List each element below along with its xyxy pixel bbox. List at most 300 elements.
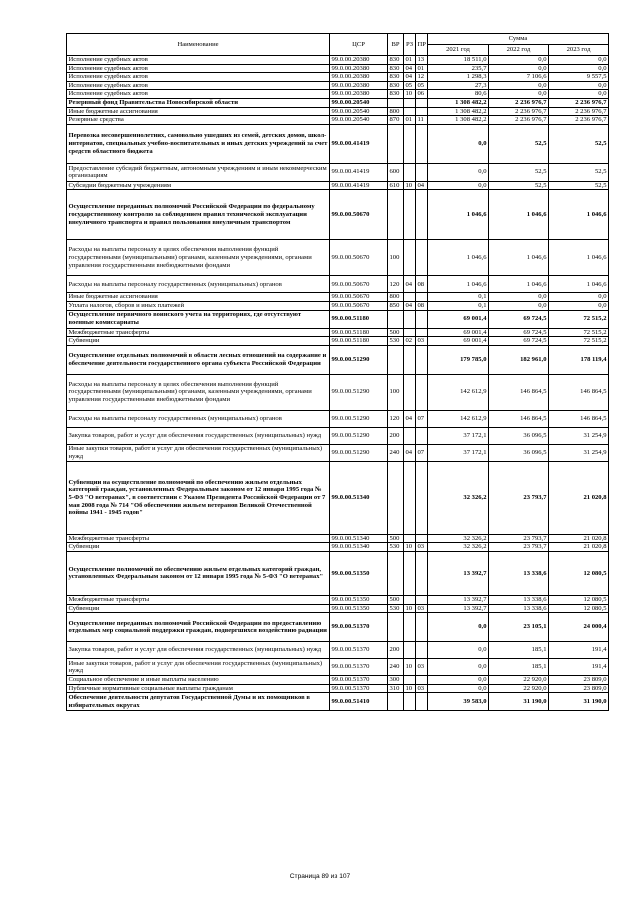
row-rz: 04: [404, 73, 416, 82]
row-sum-2022: 1 046,6: [489, 240, 549, 276]
row-sum-2023: 0,0: [549, 56, 609, 65]
row-csr: 99.0.00.51290: [330, 374, 388, 410]
row-vr: [388, 461, 404, 534]
table-row: [67, 345, 609, 374]
row-sum-2022: 23 793,7: [489, 543, 549, 552]
row-pr: [416, 551, 428, 595]
row-sum-2023: 2 236 976,7: [549, 116, 609, 125]
row-csr: 99.0.00.41419: [330, 181, 388, 190]
row-name: Предоставление субсидий бюджетным, автономным учреждениям и иным некоммерческим организациям: [67, 163, 330, 181]
row-sum-2023: 12 080,5: [549, 551, 609, 595]
table-row: [67, 659, 609, 676]
row-sum-2021: 0,0: [428, 659, 489, 676]
row-pr: 03: [416, 543, 428, 552]
row-csr: 99.0.00.50670: [330, 276, 388, 293]
row-pr: [416, 345, 428, 374]
table-body: [67, 56, 609, 711]
budget-table-sheet: [66, 33, 608, 711]
row-rz: [404, 693, 416, 711]
table-row: [67, 410, 609, 427]
row-vr: 310: [388, 684, 404, 693]
table-row: [67, 293, 609, 302]
row-rz: [404, 345, 416, 374]
table-row: [67, 427, 609, 444]
row-name: Социальное обеспечение и иные выплаты населению: [67, 676, 330, 685]
row-rz: 01: [404, 116, 416, 125]
row-name: Закупка товаров, работ и услуг для обеспечения государственных (муниципальных) нужд: [67, 642, 330, 659]
row-name: Субвенции: [67, 604, 330, 613]
row-csr: 99.0.00.20380: [330, 56, 388, 65]
table-row: [67, 543, 609, 552]
row-sum-2023: 52,5: [549, 163, 609, 181]
row-sum-2021: 0,1: [428, 301, 489, 310]
table-row: [67, 73, 609, 82]
row-sum-2021: 1 046,6: [428, 190, 489, 240]
row-sum-2021: 0,0: [428, 163, 489, 181]
row-sum-2021: 179 785,0: [428, 345, 489, 374]
header-vr: ВР: [388, 34, 404, 56]
row-rz: 10: [404, 181, 416, 190]
row-vr: 800: [388, 293, 404, 302]
row-pr: [416, 310, 428, 328]
row-sum-2023: 21 020,8: [549, 461, 609, 534]
row-sum-2023: 21 020,8: [549, 534, 609, 543]
row-sum-2021: 0,0: [428, 181, 489, 190]
row-vr: 870: [388, 116, 404, 125]
header-year-2023: 2023 год: [549, 45, 609, 56]
table-row: [67, 461, 609, 534]
row-name: Обеспечение деятельности депутатов Государственной Думы и их помощников в избирательных округах: [67, 693, 330, 711]
table-row: [67, 444, 609, 461]
table-row: [67, 276, 609, 293]
row-csr: 99.0.00.51290: [330, 345, 388, 374]
row-pr: [416, 613, 428, 642]
row-sum-2021: 13 392,7: [428, 604, 489, 613]
row-csr: 99.0.00.51340: [330, 534, 388, 543]
row-rz: [404, 676, 416, 685]
table-row: [67, 240, 609, 276]
row-sum-2023: 1 046,6: [549, 276, 609, 293]
row-csr: 99.0.00.20540: [330, 98, 388, 107]
table-row: [67, 56, 609, 65]
table-row: [67, 684, 609, 693]
row-sum-2023: 21 020,8: [549, 543, 609, 552]
row-sum-2021: 18 511,0: [428, 56, 489, 65]
row-csr: 99.0.00.51370: [330, 676, 388, 685]
row-sum-2022: 22 920,0: [489, 676, 549, 685]
row-sum-2023: 2 236 976,7: [549, 107, 609, 116]
table-row: [67, 81, 609, 90]
row-vr: 200: [388, 642, 404, 659]
row-sum-2022: 23 105,1: [489, 613, 549, 642]
row-sum-2023: 12 080,5: [549, 595, 609, 604]
row-pr: [416, 107, 428, 116]
row-sum-2023: 72 515,2: [549, 310, 609, 328]
row-pr: [416, 293, 428, 302]
row-sum-2021: 27,3: [428, 81, 489, 90]
table-row: [67, 595, 609, 604]
row-rz: [404, 310, 416, 328]
row-sum-2023: 72 515,2: [549, 337, 609, 346]
row-pr: 05: [416, 81, 428, 90]
row-name: Закупка товаров, работ и услуг для обеспечения государственных (муниципальных) нужд: [67, 427, 330, 444]
row-name: Межбюджетные трансферты: [67, 534, 330, 543]
row-csr: 99.0.00.51180: [330, 337, 388, 346]
row-rz: 01: [404, 56, 416, 65]
row-sum-2023: 0,0: [549, 81, 609, 90]
row-vr: 300: [388, 676, 404, 685]
row-csr: 99.0.00.51410: [330, 693, 388, 711]
row-sum-2021: 39 583,0: [428, 693, 489, 711]
row-name: Резервный фонд Правительства Новосибирской области: [67, 98, 330, 107]
row-rz: 02: [404, 337, 416, 346]
header-rz: РЗ: [404, 34, 416, 56]
row-sum-2022: 146 864,5: [489, 410, 549, 427]
row-rz: 04: [404, 301, 416, 310]
table-row: [67, 534, 609, 543]
row-sum-2021: 1 046,6: [428, 240, 489, 276]
row-vr: [388, 124, 404, 163]
row-pr: [416, 595, 428, 604]
table-row: [67, 676, 609, 685]
row-sum-2021: 1 298,3: [428, 73, 489, 82]
row-sum-2021: 1 046,6: [428, 276, 489, 293]
row-sum-2021: 0,0: [428, 676, 489, 685]
row-pr: [416, 676, 428, 685]
table-row: [67, 693, 609, 711]
row-sum-2022: 2 236 976,7: [489, 107, 549, 116]
row-name: Субвенции на осуществление полномочий по обеспечению жильем отдельных категорий граждан, установленных Федеральным законом от 12 января 1995 года № 5-ФЗ "О ветеранах", в соответствии с Указом Президента Российской Федерации от 7 мая 2008 года № 714 "Об обеспечении жильем ветеранов Великой Отечественной войны 1941 - 1945 годов": [67, 461, 330, 534]
row-sum-2023: 31 254,9: [549, 427, 609, 444]
row-vr: 850: [388, 301, 404, 310]
row-sum-2023: 52,5: [549, 124, 609, 163]
row-name: Расходы на выплаты персоналу государственных (муниципальных) органов: [67, 276, 330, 293]
row-rz: 04: [404, 410, 416, 427]
row-sum-2023: 12 080,5: [549, 604, 609, 613]
row-sum-2022: 36 096,5: [489, 427, 549, 444]
row-sum-2021: 1 308 482,2: [428, 107, 489, 116]
row-sum-2022: 36 096,5: [489, 444, 549, 461]
row-sum-2022: 52,5: [489, 181, 549, 190]
row-sum-2022: 2 236 976,7: [489, 116, 549, 125]
row-sum-2022: 146 864,5: [489, 374, 549, 410]
row-sum-2021: 0,0: [428, 124, 489, 163]
row-name: Уплата налогов, сборов и иных платежей: [67, 301, 330, 310]
row-sum-2023: 0,0: [549, 293, 609, 302]
row-vr: 240: [388, 444, 404, 461]
row-vr: 530: [388, 604, 404, 613]
row-pr: 03: [416, 684, 428, 693]
header-year-2022: 2022 год: [489, 45, 549, 56]
row-vr: 200: [388, 427, 404, 444]
row-vr: [388, 98, 404, 107]
row-vr: [388, 310, 404, 328]
row-pr: [416, 124, 428, 163]
row-name: Исполнение судебных актов: [67, 90, 330, 99]
row-sum-2023: 191,4: [549, 659, 609, 676]
row-sum-2021: 80,6: [428, 90, 489, 99]
row-name: Субвенции: [67, 337, 330, 346]
row-sum-2021: 0,0: [428, 642, 489, 659]
row-pr: [416, 374, 428, 410]
row-csr: 99.0.00.51180: [330, 328, 388, 337]
row-sum-2021: 1 308 482,2: [428, 116, 489, 125]
row-rz: [404, 642, 416, 659]
table-row: [67, 107, 609, 116]
row-sum-2022: 182 961,0: [489, 345, 549, 374]
row-rz: 10: [404, 543, 416, 552]
row-name: Перевозка несовершеннолетних, самовольно ушедших из семей, детских домов, школ-интернатов, специальных учебно-воспитательных и иных детских учреждений за счет средств областного бюджета: [67, 124, 330, 163]
table-row: [67, 98, 609, 107]
row-rz: 04: [404, 276, 416, 293]
row-vr: [388, 693, 404, 711]
row-vr: 830: [388, 64, 404, 73]
row-sum-2022: 69 724,5: [489, 328, 549, 337]
row-rz: [404, 124, 416, 163]
row-sum-2021: 142 612,9: [428, 374, 489, 410]
row-sum-2023: 23 809,0: [549, 684, 609, 693]
header-year-2021: 2021 год: [428, 45, 489, 56]
row-name: Межбюджетные трансферты: [67, 595, 330, 604]
row-sum-2021: 13 392,7: [428, 551, 489, 595]
row-vr: [388, 190, 404, 240]
row-rz: 10: [404, 604, 416, 613]
row-csr: 99.0.00.41419: [330, 163, 388, 181]
row-name: Резервные средства: [67, 116, 330, 125]
row-sum-2023: 178 119,4: [549, 345, 609, 374]
row-pr: [416, 534, 428, 543]
row-name: Расходы на выплаты персоналу государственных (муниципальных) органов: [67, 410, 330, 427]
row-sum-2023: 146 864,5: [549, 374, 609, 410]
row-vr: 100: [388, 240, 404, 276]
row-sum-2022: 0,0: [489, 56, 549, 65]
row-sum-2021: 69 001,4: [428, 337, 489, 346]
row-csr: 99.0.00.51370: [330, 659, 388, 676]
row-sum-2022: 2 236 976,7: [489, 98, 549, 107]
row-name: Расходы на выплаты персоналу в целях обеспечения выполнения функций государственными (муниципальными) органами, казенными учреждениями, органами управления государственными внебюджетными фондами: [67, 240, 330, 276]
table-row: [67, 551, 609, 595]
row-vr: 500: [388, 595, 404, 604]
table-row: [67, 190, 609, 240]
row-sum-2023: 2 236 976,7: [549, 98, 609, 107]
row-sum-2022: 22 920,0: [489, 684, 549, 693]
row-rz: [404, 240, 416, 276]
row-sum-2022: 69 724,5: [489, 310, 549, 328]
row-name: Иные закупки товаров, работ и услуг для обеспечения государственных (муниципальных) нужд: [67, 444, 330, 461]
row-sum-2022: 7 106,6: [489, 73, 549, 82]
row-csr: 99.0.00.20540: [330, 107, 388, 116]
row-rz: 05: [404, 81, 416, 90]
row-sum-2022: 69 724,5: [489, 337, 549, 346]
row-csr: 99.0.00.20380: [330, 73, 388, 82]
row-sum-2021: 1 308 482,2: [428, 98, 489, 107]
row-csr: 99.0.00.50670: [330, 240, 388, 276]
row-csr: 99.0.00.51340: [330, 543, 388, 552]
row-csr: 99.0.00.41419: [330, 124, 388, 163]
table-row: [67, 374, 609, 410]
row-vr: [388, 551, 404, 595]
row-rz: [404, 107, 416, 116]
row-vr: 830: [388, 73, 404, 82]
table-row: [67, 328, 609, 337]
row-vr: 120: [388, 276, 404, 293]
table-row: [67, 181, 609, 190]
row-vr: 530: [388, 543, 404, 552]
row-csr: 99.0.00.51350: [330, 595, 388, 604]
row-csr: 99.0.00.51370: [330, 642, 388, 659]
row-vr: 610: [388, 181, 404, 190]
row-sum-2022: 0,0: [489, 64, 549, 73]
row-sum-2023: 1 046,6: [549, 240, 609, 276]
row-name: Осуществление переданных полномочий Российской Федерации по предоставлению отдельных мер социальной поддержки граждан, подвергшихся воздействию радиации: [67, 613, 330, 642]
row-pr: [416, 98, 428, 107]
row-sum-2023: 23 809,0: [549, 676, 609, 685]
row-pr: 03: [416, 604, 428, 613]
row-sum-2021: 37 172,1: [428, 444, 489, 461]
row-pr: [416, 163, 428, 181]
table-row: [67, 301, 609, 310]
row-rz: [404, 328, 416, 337]
table-row: [67, 337, 609, 346]
row-rz: 04: [404, 64, 416, 73]
row-pr: [416, 240, 428, 276]
row-sum-2022: 185,1: [489, 642, 549, 659]
row-vr: 240: [388, 659, 404, 676]
row-name: Исполнение судебных актов: [67, 64, 330, 73]
row-sum-2022: 0,0: [489, 293, 549, 302]
row-pr: [416, 328, 428, 337]
row-rz: [404, 163, 416, 181]
row-name: Межбюджетные трансферты: [67, 328, 330, 337]
row-sum-2023: 191,4: [549, 642, 609, 659]
header-csr: ЦСР: [330, 34, 388, 56]
row-csr: 99.0.00.51340: [330, 461, 388, 534]
row-sum-2022: 23 793,7: [489, 461, 549, 534]
row-csr: 99.0.00.51290: [330, 444, 388, 461]
row-rz: [404, 461, 416, 534]
row-csr: 99.0.00.20380: [330, 81, 388, 90]
row-sum-2022: 0,0: [489, 90, 549, 99]
row-sum-2022: 52,5: [489, 163, 549, 181]
row-sum-2022: 1 046,6: [489, 276, 549, 293]
row-pr: 01: [416, 64, 428, 73]
row-sum-2022: 0,0: [489, 81, 549, 90]
page-number: Страница 89 из 107: [289, 873, 351, 880]
table-row: [67, 163, 609, 181]
row-pr: 06: [416, 90, 428, 99]
row-sum-2022: 0,0: [489, 301, 549, 310]
header-sum: Сумма: [428, 34, 609, 45]
row-vr: [388, 345, 404, 374]
row-sum-2022: 52,5: [489, 124, 549, 163]
row-sum-2023: 0,0: [549, 301, 609, 310]
row-csr: 99.0.00.50670: [330, 293, 388, 302]
row-sum-2023: 31 254,9: [549, 444, 609, 461]
table-row: [67, 604, 609, 613]
row-sum-2022: 1 046,6: [489, 190, 549, 240]
row-csr: 99.0.00.20380: [330, 90, 388, 99]
row-vr: [388, 613, 404, 642]
row-name: Субсидии бюджетным учреждениям: [67, 181, 330, 190]
row-rz: 04: [404, 444, 416, 461]
row-name: Расходы на выплаты персоналу в целях обеспечения выполнения функций государственными (муниципальными) органами, казенными учреждениями, органами управления государственными внебюджетными фондами: [67, 374, 330, 410]
row-sum-2021: 0,0: [428, 684, 489, 693]
row-sum-2021: 0,1: [428, 293, 489, 302]
row-sum-2022: 185,1: [489, 659, 549, 676]
row-csr: 99.0.00.20380: [330, 64, 388, 73]
row-pr: 03: [416, 659, 428, 676]
row-sum-2023: 72 515,2: [549, 328, 609, 337]
row-name: Осуществление переданных полномочий Российской Федерации по федеральному государственному контролю за соблюдением правил технической эксплуатации внеуличного транспорта и правил пользования внеуличным транспортом: [67, 190, 330, 240]
row-pr: [416, 461, 428, 534]
row-name: Исполнение судебных актов: [67, 56, 330, 65]
row-pr: 13: [416, 56, 428, 65]
row-sum-2022: 13 338,6: [489, 551, 549, 595]
table-row: [67, 90, 609, 99]
row-csr: 99.0.00.51350: [330, 604, 388, 613]
header-name: Наименование: [67, 34, 330, 56]
row-rz: [404, 613, 416, 642]
row-rz: [404, 595, 416, 604]
row-sum-2021: 142 612,9: [428, 410, 489, 427]
row-sum-2023: 0,0: [549, 90, 609, 99]
row-sum-2022: 31 190,0: [489, 693, 549, 711]
row-sum-2022: 13 338,6: [489, 604, 549, 613]
row-csr: 99.0.00.51290: [330, 410, 388, 427]
row-pr: [416, 427, 428, 444]
row-sum-2022: 13 338,6: [489, 595, 549, 604]
row-sum-2021: 0,0: [428, 613, 489, 642]
row-pr: 11: [416, 116, 428, 125]
row-sum-2023: 9 557,5: [549, 73, 609, 82]
row-pr: 07: [416, 410, 428, 427]
row-name: Субвенции: [67, 543, 330, 552]
row-csr: 99.0.00.50670: [330, 301, 388, 310]
row-pr: 12: [416, 73, 428, 82]
row-name: Иные бюджетные ассигнования: [67, 107, 330, 116]
row-sum-2021: 13 392,7: [428, 595, 489, 604]
row-sum-2023: 1 046,6: [549, 190, 609, 240]
row-rz: [404, 534, 416, 543]
row-name: Публичные нормативные социальные выплаты гражданам: [67, 684, 330, 693]
row-vr: 100: [388, 374, 404, 410]
row-name: Иные бюджетные ассигнования: [67, 293, 330, 302]
row-vr: 120: [388, 410, 404, 427]
row-name: Исполнение судебных актов: [67, 73, 330, 82]
row-rz: 10: [404, 90, 416, 99]
row-csr: 99.0.00.51290: [330, 427, 388, 444]
row-pr: 08: [416, 301, 428, 310]
row-sum-2021: 32 326,2: [428, 461, 489, 534]
row-vr: 500: [388, 534, 404, 543]
row-sum-2021: 69 001,4: [428, 328, 489, 337]
row-vr: 600: [388, 163, 404, 181]
table-row: [67, 116, 609, 125]
row-pr: 07: [416, 444, 428, 461]
row-sum-2021: 37 172,1: [428, 427, 489, 444]
row-vr: 500: [388, 328, 404, 337]
row-sum-2021: 69 001,4: [428, 310, 489, 328]
row-rz: [404, 98, 416, 107]
row-rz: [404, 551, 416, 595]
row-rz: [404, 190, 416, 240]
row-rz: 10: [404, 684, 416, 693]
row-csr: 99.0.00.51350: [330, 551, 388, 595]
row-csr: 99.0.00.51180: [330, 310, 388, 328]
row-pr: [416, 693, 428, 711]
row-csr: 99.0.00.51370: [330, 684, 388, 693]
row-sum-2021: 32 326,2: [428, 543, 489, 552]
